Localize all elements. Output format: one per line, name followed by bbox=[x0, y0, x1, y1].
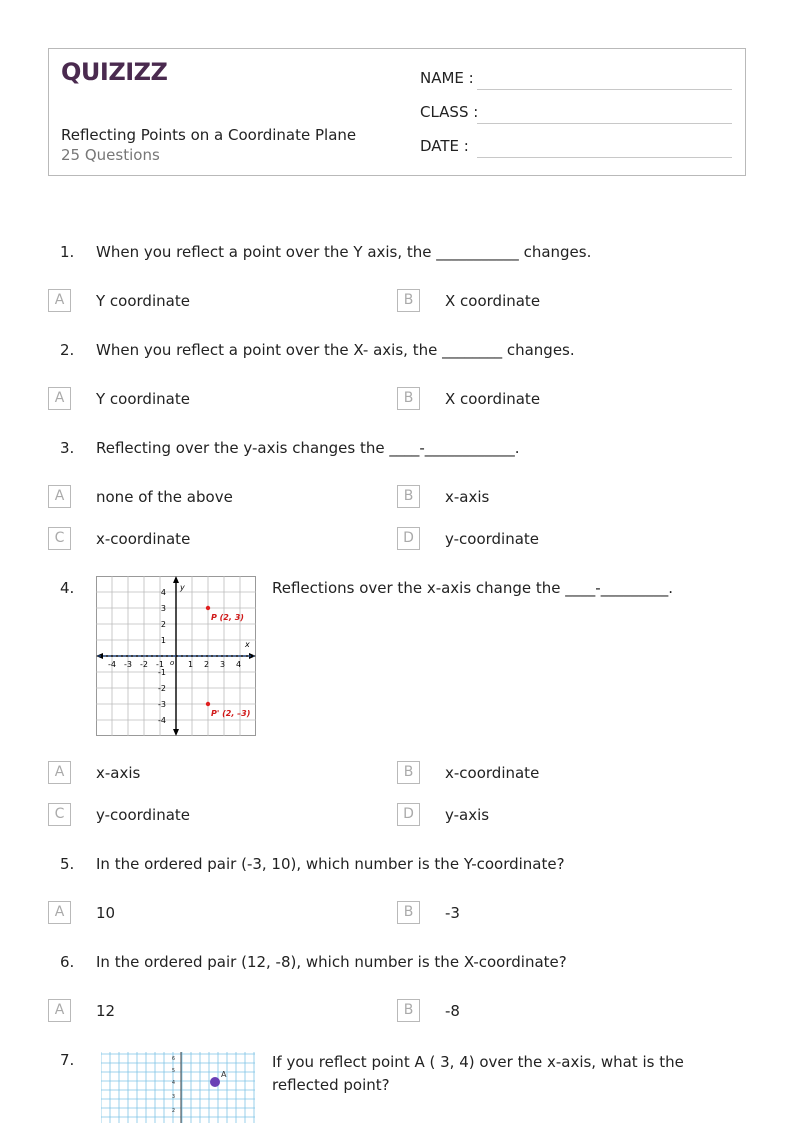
option-text: none of the above bbox=[96, 488, 233, 506]
y-tick-label: -3 bbox=[158, 700, 166, 709]
x-axis-label: x bbox=[245, 640, 250, 649]
option-letter-box[interactable]: B bbox=[397, 999, 420, 1022]
point-p-label: P (2, 3) bbox=[211, 613, 244, 622]
x-tick-label: -4 bbox=[108, 660, 116, 669]
x-tick-label: 1 bbox=[188, 660, 194, 669]
x-tick-label: 3 bbox=[220, 660, 226, 669]
name-line[interactable] bbox=[477, 89, 732, 90]
x-tick-label: 2 bbox=[204, 660, 210, 669]
name-label: NAME : bbox=[420, 69, 474, 87]
point-a bbox=[210, 1077, 220, 1087]
y-tick-label: 1 bbox=[160, 636, 166, 645]
y-tick-label: 5 bbox=[171, 1068, 175, 1074]
question-count: 25 Questions bbox=[61, 146, 160, 164]
option-letter-box[interactable]: B bbox=[397, 761, 420, 784]
option-text: x-coordinate bbox=[96, 530, 191, 548]
y-axis-label: y bbox=[180, 583, 185, 592]
question-text: Reflecting over the y-axis changes the ____-____________. bbox=[96, 439, 520, 457]
y-tick-label: -4 bbox=[158, 716, 166, 725]
question-number: 7. bbox=[60, 1051, 75, 1069]
class-line[interactable] bbox=[477, 123, 732, 124]
class-label: CLASS : bbox=[420, 103, 479, 121]
option-text: -8 bbox=[445, 1002, 460, 1020]
option-letter-box[interactable]: D bbox=[397, 527, 420, 550]
option-text: y-coordinate bbox=[96, 806, 191, 824]
x-tick-label: -3 bbox=[124, 660, 132, 669]
option-text: -3 bbox=[445, 904, 460, 922]
coordinate-grid-figure bbox=[101, 1052, 255, 1123]
point-p-prime-label: P' (2, –3) bbox=[211, 709, 251, 718]
question-number: 2. bbox=[60, 341, 75, 359]
point-a-label: A bbox=[221, 1070, 227, 1079]
option-text: 12 bbox=[96, 1002, 116, 1020]
point-p bbox=[206, 606, 210, 610]
question-text: If you reflect point A ( 3, 4) over the x-axis, what is the reflected point? bbox=[272, 1053, 684, 1094]
question-number: 3. bbox=[60, 439, 75, 457]
option-text: y-axis bbox=[445, 806, 490, 824]
option-letter-box[interactable]: B bbox=[397, 901, 420, 924]
option-text: y-coordinate bbox=[445, 530, 540, 548]
option-text: X coordinate bbox=[445, 390, 541, 408]
question-text: Reflections over the x-axis change the ____-_________. bbox=[272, 579, 673, 597]
option-letter-box[interactable]: C bbox=[48, 527, 71, 550]
option-letter-box[interactable]: D bbox=[397, 803, 420, 826]
question-text: In the ordered pair (12, -8), which number is the X-coordinate? bbox=[96, 953, 567, 971]
option-letter-box[interactable]: A bbox=[48, 485, 71, 508]
option-letter-box[interactable]: B bbox=[397, 387, 420, 410]
date-label: DATE : bbox=[420, 137, 469, 155]
option-letter-box[interactable]: C bbox=[48, 803, 71, 826]
question-number: 6. bbox=[60, 953, 75, 971]
question-text: In the ordered pair (-3, 10), which number is the Y-coordinate? bbox=[96, 855, 565, 873]
coordinate-plane-figure bbox=[96, 576, 256, 736]
date-line[interactable] bbox=[477, 157, 732, 158]
option-letter-box[interactable]: A bbox=[48, 761, 71, 784]
question-text: When you reflect a point over the X- axis, the ________ changes. bbox=[96, 341, 575, 359]
option-text: X coordinate bbox=[445, 292, 541, 310]
y-tick-label: 4 bbox=[160, 588, 166, 597]
question-number: 4. bbox=[60, 579, 75, 597]
option-text: x-axis bbox=[445, 488, 490, 506]
quizizz-logo: QUIZIZZ bbox=[61, 58, 168, 86]
option-text: 10 bbox=[96, 904, 116, 922]
point-p-prime bbox=[206, 702, 210, 706]
option-letter-box[interactable]: A bbox=[48, 999, 71, 1022]
x-tick-label: -2 bbox=[140, 660, 148, 669]
origin-label: o bbox=[170, 659, 175, 667]
option-letter-box[interactable]: A bbox=[48, 289, 71, 312]
y-tick-label: -1 bbox=[158, 668, 166, 677]
y-tick-label: 3 bbox=[171, 1094, 175, 1100]
question-number: 5. bbox=[60, 855, 75, 873]
y-tick-label: 4 bbox=[171, 1080, 175, 1086]
option-letter-box[interactable]: A bbox=[48, 387, 71, 410]
question-text: When you reflect a point over the Y axis, the ___________ changes. bbox=[96, 243, 592, 261]
y-tick-label: 2 bbox=[171, 1108, 175, 1114]
question-number: 1. bbox=[60, 243, 75, 261]
x-tick-label: -1 bbox=[156, 660, 164, 669]
option-letter-box[interactable]: A bbox=[48, 901, 71, 924]
option-letter-box[interactable]: B bbox=[397, 485, 420, 508]
worksheet-title: Reflecting Points on a Coordinate Plane bbox=[61, 126, 357, 144]
y-tick-label: -2 bbox=[158, 684, 166, 693]
y-tick-label: 6 bbox=[171, 1056, 175, 1062]
option-text: x-axis bbox=[96, 764, 141, 782]
option-text: x-coordinate bbox=[445, 764, 540, 782]
option-text: Y coordinate bbox=[96, 292, 190, 310]
x-tick-label: 4 bbox=[236, 660, 242, 669]
option-text: Y coordinate bbox=[96, 390, 190, 408]
option-letter-box[interactable]: B bbox=[397, 289, 420, 312]
y-tick-label: 3 bbox=[160, 604, 166, 613]
y-tick-label: 2 bbox=[160, 620, 166, 629]
